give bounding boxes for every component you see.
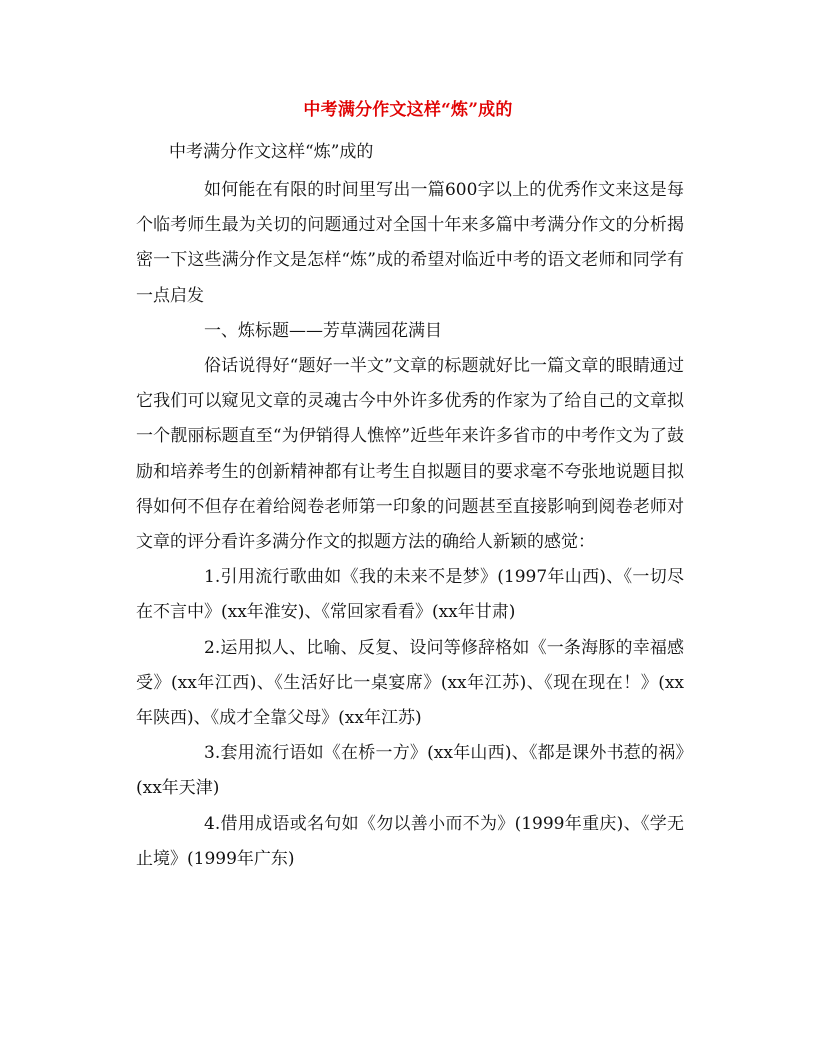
document-title: 中考满分作文这样“炼”成的 <box>303 100 513 120</box>
list-item-2: 2.运用拟人、比喻、反复、设问等修辞格如《一条海豚的幸福感受》(xx年江西)、《生活好比一桌宴席》(xx年江苏)、《现在现在！》(xx年陕西)、《成才全靠父母》(xx年江苏) <box>136 637 684 729</box>
list-item-3: 3.套用流行语如《在桥一方》(xx年山西)、《都是课外书惹的祸》(xx年天津) <box>136 743 684 799</box>
paragraph-intro: 如何能在有限的时间里写出一篇600字以上的优秀作文来这是每个临考师生最为关切的问题通过对全国十年来多篇中考满分作文的分析揭密一下这些满分作文是怎样“炼”成的希望对临近中考的语文老师和同学有一点启发 <box>136 180 684 306</box>
list-item-4: 4.借用成语或名句如《勿以善小而不为》(1999年重庆)、《学无止境》(1999年广东) <box>136 813 684 869</box>
document-subtitle: 中考满分作文这样“炼”成的 <box>169 142 374 162</box>
section-heading-1: 一、炼标题——芳草满园花满目 <box>204 320 442 341</box>
list-item-1: 1.引用流行歌曲如《我的未来不是梦》(1997年山西)、《一切尽在不言中》(xx年淮安)、《常回家看看》(xx年甘肃) <box>136 567 684 623</box>
document-body <box>136 173 684 877</box>
paragraph-title-importance: 俗话说得好“题好一半文”文章的标题就好比一篇文章的眼睛通过它我们可以窥见文章的灵魂古今中外许多优秀的作家为了给自己的文章拟一个靓丽标题直至“为伊销得人憔悴”近些年来许多省市的中考作文为了鼓励和培养考生的创新精神都有让考生自拟题目的要求毫不夸张地说题目拟得如何不但存在着给阅卷老师第一印象的问题甚至直接影响到阅卷老师对文章的评分看许多满分作文的拟题方法的确给人新颖的感觉： <box>136 356 684 553</box>
